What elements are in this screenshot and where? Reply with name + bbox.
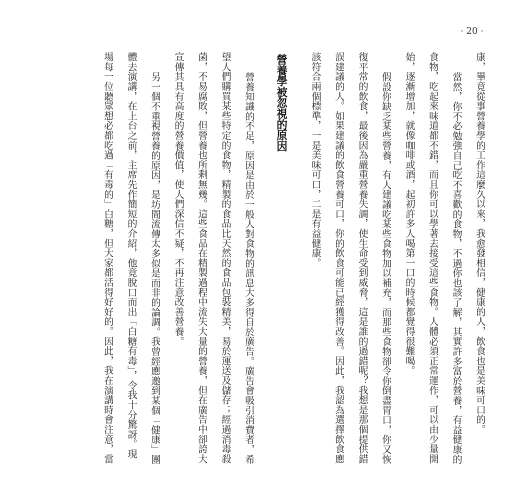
- text-line: 食物，吃起來味道都不錯，而且你可以學著去接受這些食物。人體必須正常運作，可以由少量開: [427, 52, 438, 464]
- text-line: 誤建議的人。如果建議的飲食營養可口，你的飲食可能已經獲得改善。因此，我認為選擇飲食應: [333, 52, 344, 464]
- text-line: 當然，你不必勉強自己吃不喜歡的食物，不過你也該了解，其實許多富於營養，有益健康的: [450, 71, 462, 464]
- text-line: 復平常的飲食，最後因為嚴重營養失調，使生命受到威脅，這是誰的過錯呢？我想是那個提供錯: [356, 52, 368, 464]
- section-heading: 營養學被忽視的原因: [275, 54, 289, 152]
- text-line: 假設你缺乏某些營養，有人建議吃某些食物加以補充，而那些食物卻令你倒盡胃口，你又恢: [380, 71, 391, 464]
- text-line: 營養知識的不足，原因是由於一般人對食物的訊息大多得自於廣告。廣告會吸引消費者，希: [243, 71, 254, 464]
- text-line: 康，畢竟從事營養學的工作這麼久以來，我愈發相信，健康的人，飲食也是美味可口的。: [474, 52, 485, 435]
- text-line: 始，逐漸增加，就像咖啡或酒，起初許多人喝第一口的時候都覺得很難喝。: [403, 52, 415, 376]
- text-line: 宣傳其具有高度的營養價值，使人們深信不疑，不再注意改善營養。: [172, 52, 184, 346]
- page-number: · 20 ·: [460, 27, 484, 37]
- text-line: 場每一位聽眾想必都吃過「有毒的」白糖，但大家都活得好好的。因此，我在演講時會注意，當: [102, 52, 113, 464]
- text-line: 望人們購買某些特定的食物，精製的食品比天然的食品包裝精美，易於運送及儲存；經過消毒殺: [219, 52, 231, 464]
- text-line: 該符合兩個標準，一是美味可口，二是有益健康。: [309, 52, 321, 268]
- text-line: 另一個不重視營養的原因，是坊間流傳太多似是而非的論調。我曾經應邀到某個「健康」團: [149, 71, 160, 464]
- text-line: 菌，不易腐敗，但營養也所剩無幾。這些食品在精製過程中流失大量的營養，但在廣告中卻誇大: [196, 52, 207, 464]
- text-line: 體去演講，在上台之前，主席先作簡短的介紹，他竟脫口而出「白糖有毒」，令我十分驚訝。現: [125, 52, 137, 459]
